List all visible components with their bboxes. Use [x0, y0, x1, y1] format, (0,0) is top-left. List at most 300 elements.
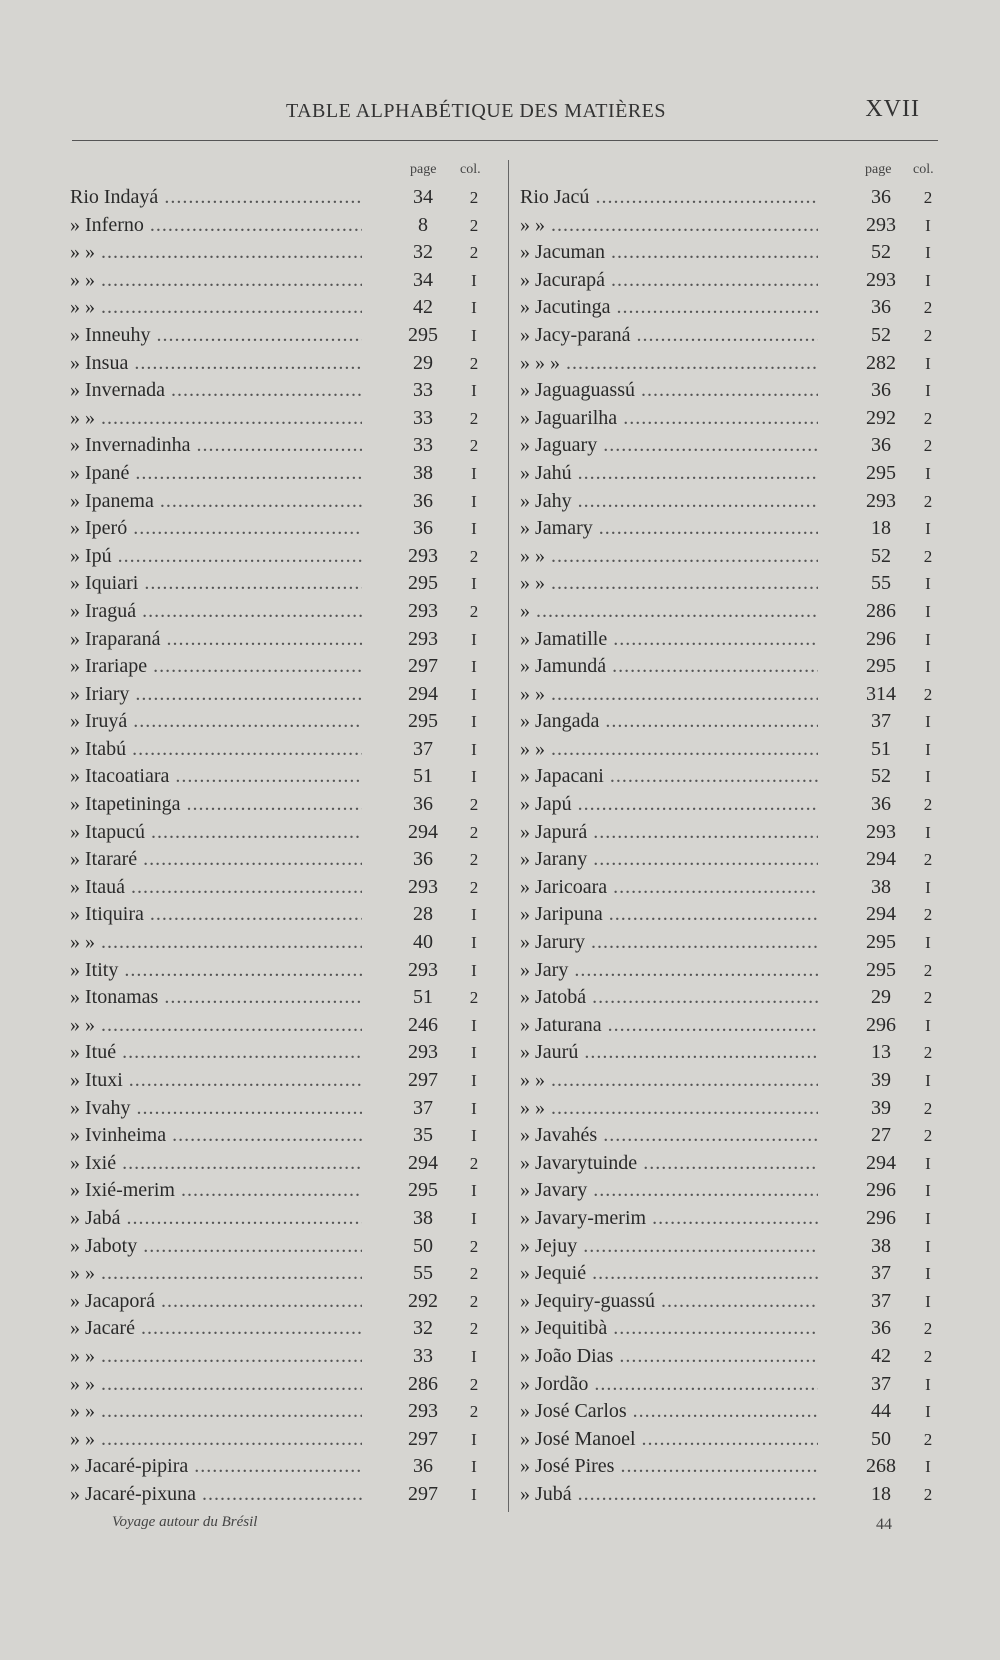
- entry-col: I: [471, 325, 477, 345]
- index-entry: [520, 515, 940, 543]
- entry-page: 295: [408, 710, 438, 733]
- entry-page: 39: [871, 1069, 891, 1091]
- index-entry: [70, 1067, 500, 1095]
- entry-name: » Jary .....: [520, 957, 818, 985]
- index-entry: [70, 1177, 500, 1205]
- entry-name: » Javahés .....: [520, 1122, 818, 1150]
- entry-name: » Jacuman .....: [520, 239, 818, 267]
- entry-col: 2: [923, 988, 933, 1008]
- entry-page: 295: [408, 323, 438, 346]
- entry-name: » Ixié-merim .....: [70, 1177, 362, 1205]
- entry-col: I: [471, 1346, 477, 1366]
- entry-col: 2: [469, 1236, 479, 1256]
- index-entry: [520, 1122, 940, 1150]
- entry-col: I: [471, 933, 477, 953]
- entry-name: » » .....: [70, 929, 362, 957]
- index-entry: [520, 1260, 940, 1288]
- entry-page: 37: [871, 1372, 891, 1395]
- entry-col: 2: [923, 1043, 933, 1063]
- entry-name: » » .....: [520, 1095, 818, 1123]
- index-entry: [70, 488, 500, 516]
- entry-name: » » .....: [520, 1067, 818, 1095]
- entry-name: » Ipanema .....: [70, 488, 362, 516]
- index-entry: [520, 653, 940, 681]
- entry-col: 2: [923, 795, 933, 815]
- index-entry: [520, 1453, 940, 1481]
- index-entry: [520, 1288, 940, 1316]
- entry-name: » Irariape .....: [70, 653, 362, 681]
- index-entry: [520, 377, 940, 405]
- entry-name: » Invernadinha .....: [70, 432, 362, 460]
- entry-col: I: [471, 519, 477, 539]
- index-entry: [70, 1315, 500, 1343]
- index-entry: [70, 736, 500, 764]
- entry-col: 2: [923, 188, 933, 207]
- entry-col: I: [471, 1015, 477, 1035]
- entry-col: 2: [469, 822, 479, 842]
- entry-name: » Javary .....: [520, 1177, 818, 1205]
- entry-page: 36: [871, 296, 891, 319]
- entry-col: 2: [469, 877, 479, 897]
- entry-name: » Itity .....: [70, 957, 362, 985]
- entry-col: I: [925, 822, 931, 842]
- entry-name: » Ivahy .....: [70, 1095, 362, 1123]
- entry-page: 52: [871, 765, 891, 788]
- entry-page: 36: [413, 848, 433, 871]
- entry-col: I: [471, 491, 477, 511]
- index-entry: [70, 1343, 500, 1371]
- entry-name: » Iriary .....: [70, 681, 362, 709]
- index-entry: [70, 239, 500, 267]
- entry-page: 34: [413, 268, 433, 291]
- index-entry: [70, 1122, 500, 1150]
- entry-page: 297: [408, 1427, 438, 1450]
- entry-name: » Iruyá .....: [70, 708, 362, 736]
- entry-col: I: [471, 1071, 477, 1090]
- index-entry: [70, 460, 500, 488]
- index-entry: [70, 377, 500, 405]
- index-entry: [520, 1095, 940, 1123]
- entry-page: 36: [871, 434, 891, 457]
- entry-page: 37: [871, 710, 891, 733]
- entry-name: » Jatobá .....: [520, 984, 818, 1012]
- entry-col: I: [471, 712, 477, 732]
- index-entry: [520, 184, 940, 212]
- entry-page: 295: [866, 931, 896, 954]
- index-entry: [520, 626, 940, 654]
- entry-page: 36: [871, 186, 891, 208]
- entry-name: » Inneuhy .....: [70, 322, 362, 350]
- index-entry: [70, 267, 500, 295]
- entry-page: 42: [871, 1344, 891, 1367]
- entry-name: » Jordão .....: [520, 1371, 818, 1399]
- entry-page: 55: [871, 572, 891, 595]
- index-entry: [70, 874, 500, 902]
- entry-name: » Invernada .....: [70, 377, 362, 405]
- entry-page: 37: [413, 1096, 433, 1119]
- entry-name: » » .....: [70, 1398, 362, 1426]
- index-entry: [520, 791, 940, 819]
- index-entry: [520, 350, 940, 378]
- entry-col: I: [925, 767, 931, 787]
- right-column: [520, 160, 940, 1509]
- index-entry: [520, 929, 940, 957]
- entry-page: 32: [413, 1317, 433, 1340]
- entry-page: 293: [866, 489, 896, 512]
- entry-name: » » .....: [70, 1343, 362, 1371]
- entry-name: » Itacoatiara .....: [70, 763, 362, 791]
- entry-page: 33: [413, 406, 433, 429]
- left-entry-list: [70, 184, 500, 1509]
- entry-col: I: [471, 767, 477, 787]
- index-entry: [520, 1205, 940, 1233]
- entry-col: I: [925, 1236, 931, 1256]
- entry-col: I: [925, 215, 931, 235]
- entry-name: » » .....: [70, 1260, 362, 1288]
- entry-page: 52: [871, 544, 891, 567]
- index-entry: [520, 1343, 940, 1371]
- entry-page: 42: [413, 296, 433, 319]
- entry-name: » » .....: [70, 405, 362, 433]
- entry-name: » Jacaporá .....: [70, 1288, 362, 1316]
- entry-col: I: [471, 1429, 477, 1449]
- entry-col: 2: [469, 215, 479, 235]
- index-entry: [520, 984, 940, 1012]
- index-entry: [70, 1233, 500, 1261]
- entry-col: I: [925, 519, 931, 539]
- index-entry: [520, 543, 940, 571]
- entry-page: 37: [413, 737, 433, 760]
- index-entry: [70, 212, 500, 240]
- entry-page: 50: [413, 1234, 433, 1257]
- entry-page: 55: [413, 1262, 433, 1285]
- index-entry: [70, 819, 500, 847]
- entry-name: » » .....: [520, 681, 818, 709]
- entry-col: I: [471, 1484, 477, 1504]
- entry-name: » » .....: [70, 267, 362, 295]
- entry-page: 297: [408, 655, 438, 678]
- entry-page: 282: [866, 351, 896, 374]
- entry-col: I: [925, 1291, 931, 1311]
- entry-col: 2: [469, 850, 479, 870]
- entry-name: » » .....: [70, 294, 362, 322]
- index-entry: [70, 1288, 500, 1316]
- entry-col: I: [925, 270, 931, 290]
- running-header-title: TABLE ALPHABÉTIQUE DES MATIÈRES: [286, 100, 667, 122]
- entry-col: 2: [469, 1264, 479, 1284]
- entry-name: » Inferno .....: [70, 212, 362, 240]
- entry-page: 36: [413, 793, 433, 816]
- index-entry: [70, 1371, 500, 1399]
- index-entry: [520, 1371, 940, 1399]
- entry-page: 40: [413, 931, 433, 954]
- entry-name: » Jacaré .....: [70, 1315, 362, 1343]
- entry-name: » Itapetininga .....: [70, 791, 362, 819]
- entry-page: 50: [871, 1427, 891, 1450]
- index-entry: [70, 570, 500, 598]
- entry-name: » Jacutinga .....: [520, 294, 818, 322]
- entry-page: 297: [408, 1069, 438, 1091]
- page-number: XVII: [865, 96, 920, 122]
- entry-col: I: [471, 960, 477, 980]
- index-entry: [70, 653, 500, 681]
- entry-page: 293: [408, 875, 438, 898]
- index-entry: [520, 874, 940, 902]
- index-entry: [70, 184, 500, 212]
- index-entry: [70, 543, 500, 571]
- entry-name: » Jaguary .....: [520, 432, 818, 460]
- entry-name: » Javarytuinde .....: [520, 1150, 818, 1178]
- index-entry: [70, 1205, 500, 1233]
- footer-signature-number: 44: [876, 1516, 892, 1533]
- index-entry: [520, 1150, 940, 1178]
- entry-name: » Jangada .....: [520, 708, 818, 736]
- entry-page: 294: [408, 682, 438, 705]
- entry-col: I: [925, 601, 931, 621]
- entry-col: I: [471, 463, 477, 483]
- entry-name: » Jahú .....: [520, 460, 818, 488]
- entry-col: I: [925, 463, 931, 483]
- entry-page: 294: [866, 848, 896, 871]
- entry-page: 39: [871, 1096, 891, 1119]
- entry-name: Rio Jacú .....: [520, 184, 818, 212]
- footer-book-title: Voyage autour du Brésil: [112, 1514, 258, 1530]
- entry-page: 295: [408, 1179, 438, 1202]
- page-column-label: page: [865, 162, 892, 177]
- index-entry: [520, 570, 940, 598]
- entry-page: 32: [413, 241, 433, 264]
- index-entry: [520, 736, 940, 764]
- index-entry: [520, 488, 940, 516]
- index-entry: [70, 984, 500, 1012]
- index-entry: [70, 405, 500, 433]
- entry-name: » Jahy .....: [520, 488, 818, 516]
- entry-name: » Ituxi .....: [70, 1067, 362, 1095]
- entry-page: 51: [413, 986, 433, 1009]
- index-entry: [70, 901, 500, 929]
- entry-page: 294: [408, 820, 438, 843]
- entry-name: » Jejuy .....: [520, 1233, 818, 1261]
- entry-name: » » .....: [520, 212, 818, 240]
- entry-page: 29: [413, 351, 433, 374]
- entry-name: » Jaguarilha .....: [520, 405, 818, 433]
- entry-col: I: [471, 684, 477, 704]
- entry-name: » » » .....: [520, 350, 818, 378]
- entry-col: 2: [469, 408, 479, 428]
- index-entry: [520, 405, 940, 433]
- entry-col: I: [471, 574, 477, 594]
- entry-col: 2: [923, 1429, 933, 1449]
- entry-page: 292: [866, 406, 896, 429]
- entry-name: » Itiquira .....: [70, 901, 362, 929]
- entry-col: I: [925, 712, 931, 732]
- index-entry: [70, 626, 500, 654]
- entry-col: 2: [923, 905, 933, 925]
- entry-name: » Jamundá .....: [520, 653, 818, 681]
- entry-name: » Jaurú .....: [520, 1039, 818, 1067]
- entry-name: » Ipú .....: [70, 543, 362, 571]
- index-entry: [520, 1177, 940, 1205]
- entry-col: I: [925, 1153, 931, 1173]
- entry-col: 2: [469, 353, 479, 373]
- entry-page: 296: [866, 627, 896, 650]
- entry-page: 293: [408, 544, 438, 567]
- entry-col: I: [471, 270, 477, 290]
- entry-name: » Iraguá .....: [70, 598, 362, 626]
- index-entry: [70, 1426, 500, 1454]
- index-entry: [70, 1481, 500, 1509]
- entry-name: » José Manoel .....: [520, 1426, 818, 1454]
- entry-name: » Jacy-paraná .....: [520, 322, 818, 350]
- entry-name: » Iquiari .....: [70, 570, 362, 598]
- entry-name: » Jarany .....: [520, 846, 818, 874]
- entry-page: 38: [871, 1234, 891, 1257]
- entry-page: 296: [866, 1206, 896, 1229]
- left-column-header: [70, 160, 500, 184]
- entry-col: 2: [469, 601, 479, 621]
- entry-page: 36: [871, 793, 891, 816]
- entry-col: I: [925, 1181, 931, 1201]
- entry-name: » José Pires .....: [520, 1453, 818, 1481]
- entry-name: » Jequitibà .....: [520, 1315, 818, 1343]
- entry-page: 52: [871, 323, 891, 346]
- index-entry: [520, 1067, 940, 1095]
- index-entry: [520, 598, 940, 626]
- entry-col: 2: [923, 1098, 933, 1118]
- entry-name: » Iraparaná .....: [70, 626, 362, 654]
- index-entry: [70, 515, 500, 543]
- entry-col: 2: [923, 850, 933, 870]
- index-entry: [520, 432, 940, 460]
- entry-name: » Japacani .....: [520, 763, 818, 791]
- entry-page: 293: [408, 958, 438, 981]
- entry-col: I: [925, 381, 931, 401]
- entry-page: 268: [866, 1455, 896, 1478]
- entry-page: 8: [418, 213, 428, 236]
- entry-page: 314: [866, 682, 896, 705]
- entry-name: » » .....: [70, 1012, 362, 1040]
- index-entry: [520, 294, 940, 322]
- index-entry: [70, 1260, 500, 1288]
- entry-page: 293: [866, 820, 896, 843]
- entry-col: I: [471, 298, 477, 318]
- entry-name: » » .....: [520, 570, 818, 598]
- entry-col: I: [471, 1208, 477, 1228]
- entry-col: 2: [923, 298, 933, 318]
- entry-name: » Jacaré-pipira .....: [70, 1453, 362, 1481]
- left-column: [70, 160, 500, 1509]
- index-entry: [70, 350, 500, 378]
- entry-col: 2: [469, 988, 479, 1008]
- entry-col: I: [925, 657, 931, 677]
- entry-page: 296: [866, 1013, 896, 1036]
- entry-name: » Jaricoara .....: [520, 874, 818, 902]
- entry-page: 36: [871, 1317, 891, 1340]
- entry-col: 2: [923, 491, 933, 511]
- entry-col: 2: [923, 436, 933, 456]
- entry-page: 294: [866, 1151, 896, 1174]
- entry-page: 286: [408, 1372, 438, 1395]
- entry-name: » Jaturana .....: [520, 1012, 818, 1040]
- entry-page: 286: [866, 599, 896, 622]
- index-entry: [70, 846, 500, 874]
- entry-name: » Ipané .....: [70, 460, 362, 488]
- index-entry: [520, 1233, 940, 1261]
- entry-col: I: [471, 1043, 477, 1063]
- column-divider: [508, 160, 509, 1512]
- index-entry: [70, 1150, 500, 1178]
- index-entry: [520, 763, 940, 791]
- index-entry: [70, 598, 500, 626]
- entry-page: 13: [871, 1041, 891, 1064]
- entry-name: » » .....: [70, 1426, 362, 1454]
- entry-col: I: [925, 243, 931, 263]
- entry-col: I: [471, 629, 477, 649]
- entry-col: I: [471, 1457, 477, 1477]
- col-column-label: col.: [460, 162, 481, 177]
- entry-page: 293: [408, 599, 438, 622]
- index-entry: [70, 322, 500, 350]
- index-entry: [70, 294, 500, 322]
- entry-col: I: [925, 1015, 931, 1035]
- entry-page: 293: [408, 1041, 438, 1064]
- page-column-label: page: [410, 162, 437, 177]
- entry-col: 2: [469, 546, 479, 566]
- entry-col: 2: [469, 1319, 479, 1339]
- entry-name: » » .....: [520, 736, 818, 764]
- entry-page: 297: [408, 1482, 438, 1505]
- entry-name: » » .....: [70, 1371, 362, 1399]
- index-entry: [520, 957, 940, 985]
- entry-page: 52: [871, 241, 891, 264]
- entry-page: 294: [866, 903, 896, 926]
- entry-name: » Jamary .....: [520, 515, 818, 543]
- index-entry: [520, 1039, 940, 1067]
- entry-name: » » .....: [520, 543, 818, 571]
- entry-page: 33: [413, 379, 433, 402]
- entry-name: » Itararé .....: [70, 846, 362, 874]
- entry-page: 36: [413, 1455, 433, 1478]
- entry-page: 35: [413, 1124, 433, 1147]
- entry-col: 2: [469, 436, 479, 456]
- entry-page: 295: [408, 572, 438, 595]
- header-rule: [72, 140, 938, 141]
- entry-page: 296: [866, 1179, 896, 1202]
- index-entry: [70, 763, 500, 791]
- index-entry: [70, 929, 500, 957]
- entry-page: 295: [866, 655, 896, 678]
- index-entry: [520, 460, 940, 488]
- entry-name: » Itabú .....: [70, 736, 362, 764]
- entry-page: 29: [871, 986, 891, 1009]
- entry-page: 28: [413, 903, 433, 926]
- entry-page: 27: [871, 1124, 891, 1147]
- index-entry: [520, 1315, 940, 1343]
- entry-col: I: [925, 1264, 931, 1284]
- entry-col: 2: [469, 1153, 479, 1173]
- entry-name: » Itonamas .....: [70, 984, 362, 1012]
- entry-page: 36: [871, 379, 891, 402]
- entry-name: » Iperó .....: [70, 515, 362, 543]
- entry-page: 51: [871, 737, 891, 760]
- entry-col: I: [471, 1098, 477, 1118]
- entry-col: I: [925, 629, 931, 649]
- entry-page: 36: [413, 517, 433, 540]
- index-entry: [70, 681, 500, 709]
- index-entry: [520, 708, 940, 736]
- entry-col: I: [925, 877, 931, 897]
- entry-col: I: [925, 353, 931, 373]
